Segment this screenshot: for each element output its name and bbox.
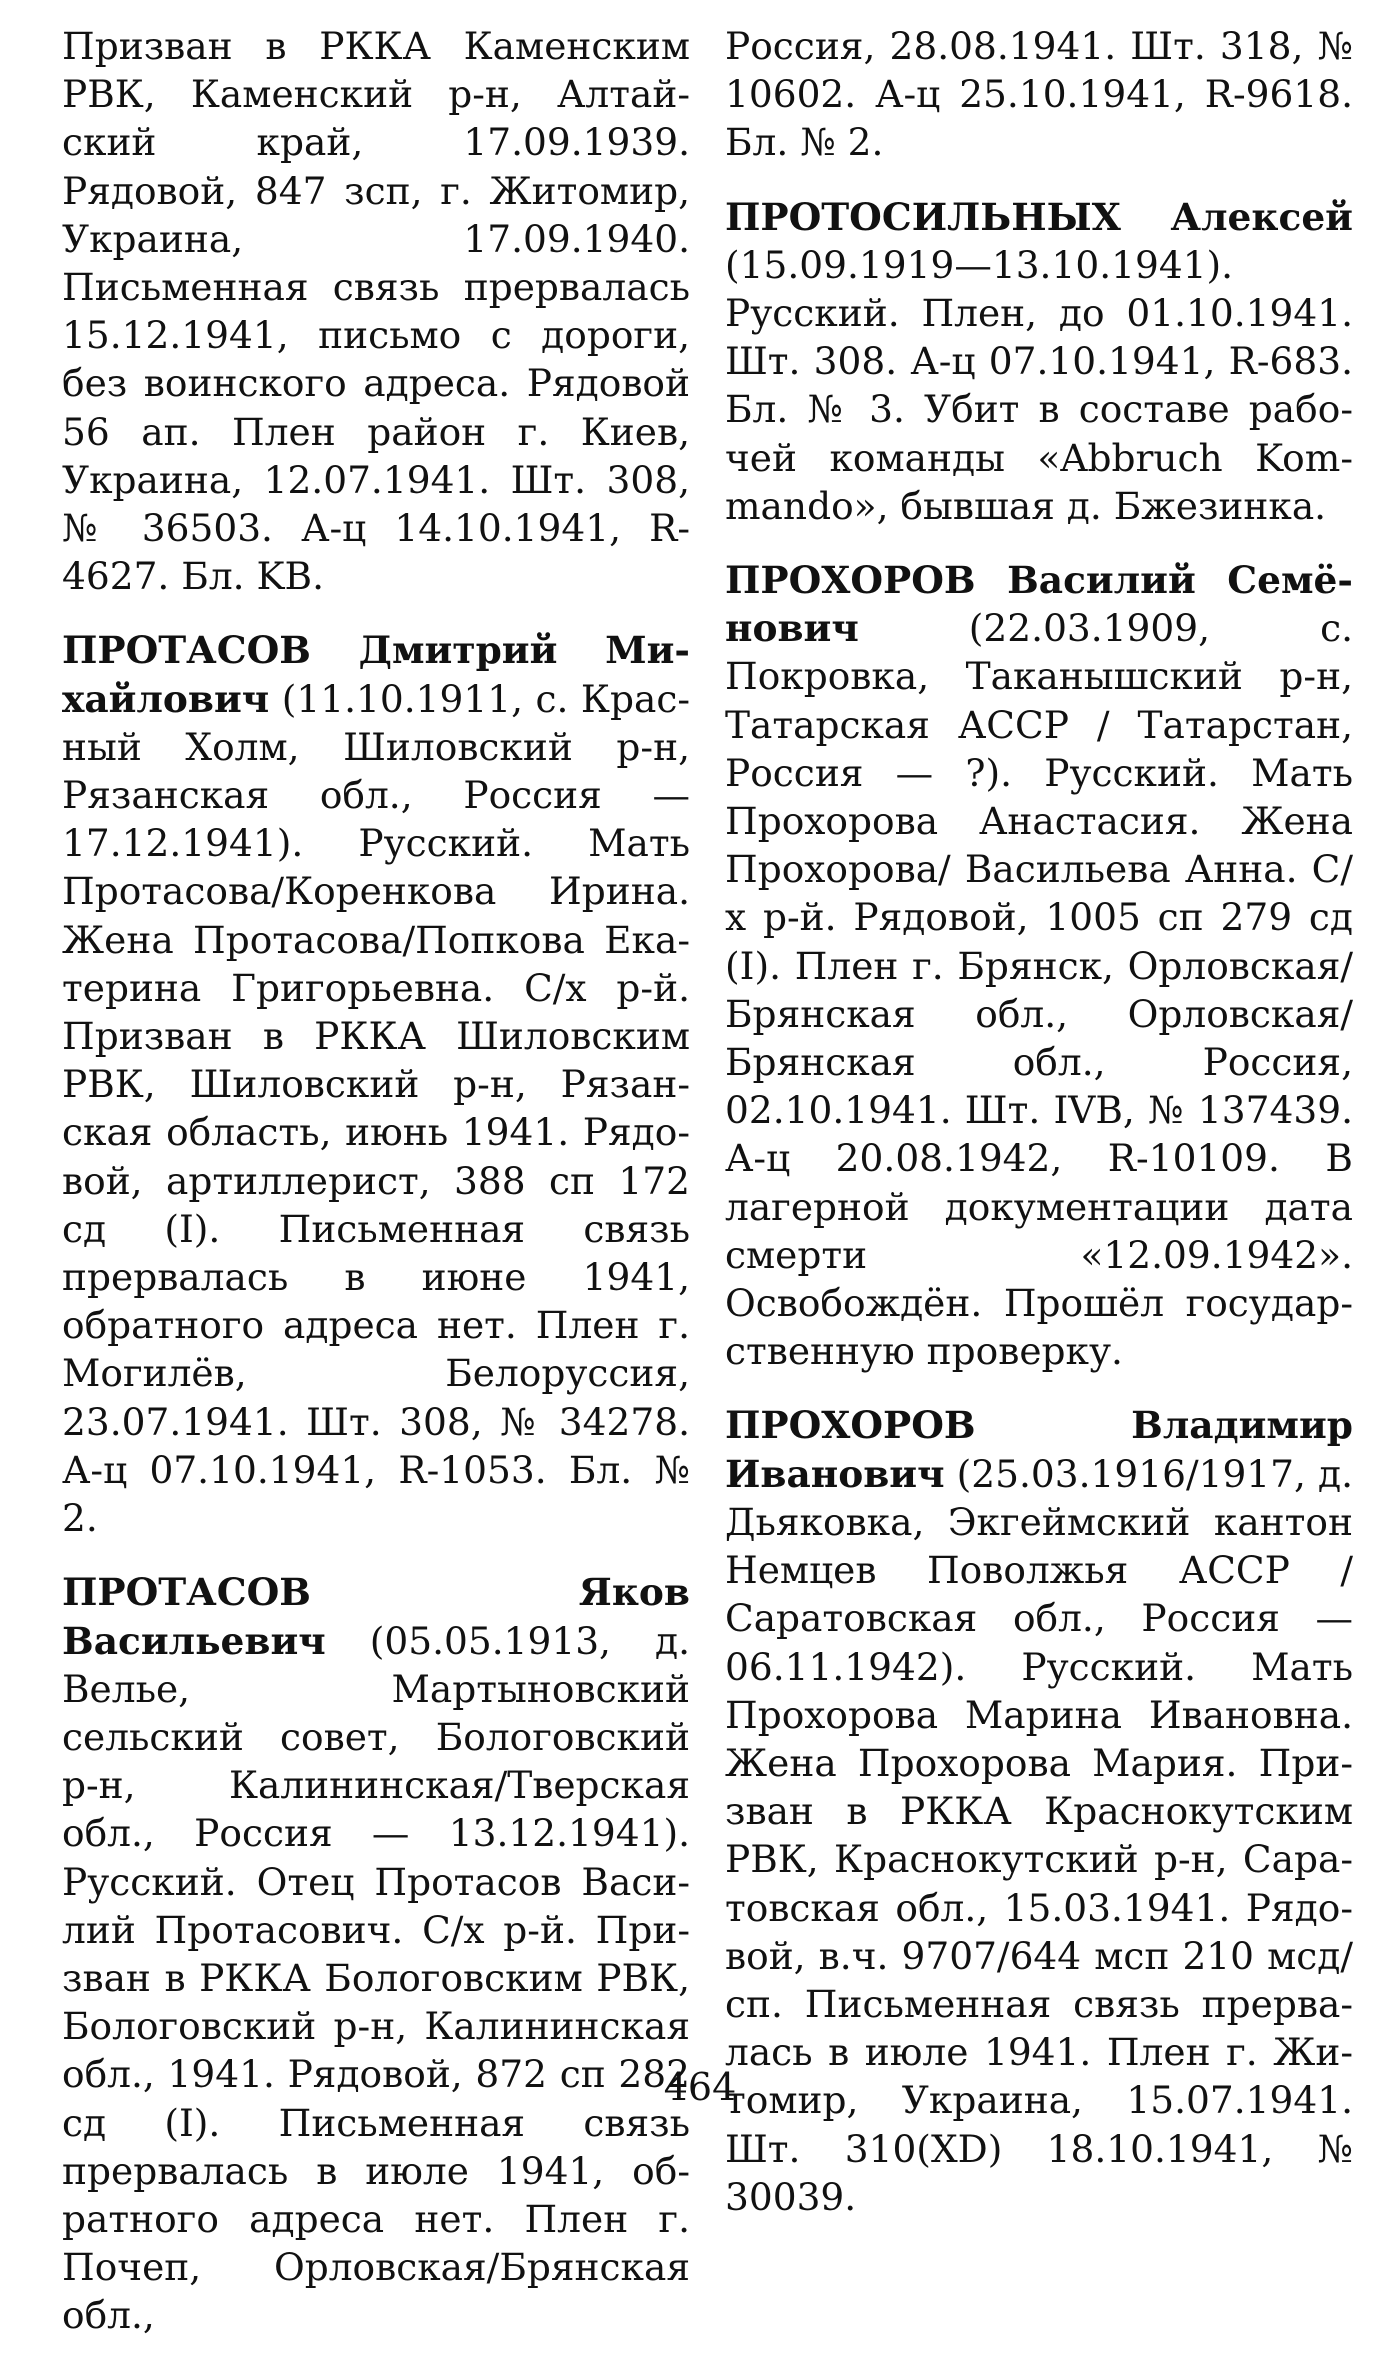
entry-text: (15.09.1919—13.10.1941). Русский. Плен, до 01.10.1941. Шт. 308. А-ц 07.10.1941, R-683. Бл. № 3. Убит в составе рабочей команды «Abbruch Kommando», бывшая д. Бжезинка. <box>725 242 1353 528</box>
entry-protasov-yakov <box>62 1568 690 2339</box>
entry-text: Призван в РККА Каменским РВК, Каменский р-н, Алтайский край, 17.09.1939. Рядовой, 847 зсп, г. Житомир, Украина, 17.09.1940. Письменная связь прервалась 15.12.1941, письмо с дороги, без воинского адреса. Рядовой 56 ап. Плен район г. Киев, Украина, 12.07.1941. Шт. 308, № 36503. А-ц 14.10.1941, R-4627. Бл. KB. <box>62 24 690 599</box>
page-number: 464 <box>663 2065 737 2109</box>
entry-protasov-dmitriy <box>62 626 690 1542</box>
entry-protosilnykh-aleksey <box>725 193 1353 530</box>
entry-name: ПРОХОРОВ Василий Семёнович <box>725 558 1353 651</box>
entry-name: ПРОХОРОВ Владимир Иванович <box>725 1403 1353 1496</box>
entry-text: (25.03.1916/1917, д. Дьяковка, Экгеймский кантон Немцев Поволжья АССР / Саратовская обл., Россия — 06.11.1942). Русский. Мать Прохорова Марина Ивановна. Жена Прохорова Мария. Призван в РККА Краснокутским РВК, Краснокутский р-н, Саратовская обл., 15.03.1941. Рядовой, в.ч. 9707/644 мсп 210 мсд/ сп. Письменная связь прервалась в июле 1941. Плен г. Житомир, Украина, 15.07.1941. Шт. 310(XD) 18.10.1941, № 30039. <box>725 1451 1353 2219</box>
right-column <box>725 22 1353 2247</box>
entry-prokhorov-vasiliy <box>725 556 1353 1375</box>
entry-text: (11.10.1911, с. Красный Холм, Шиловский р-н, Рязанская обл., Россия — 17.12.1941). Русский. Мать Протасова/Коренкова Ирина. Жена Протасова/Попкова Екатерина Григорьевна. С/х р-й. Призван в РККА Шиловским РВК, Шиловский р-н, Рязанская область, июнь 1941. Рядовой, артиллерист, 388 сп 172 сд (I). Письменная связь прервалась в июне 1941, обратного адреса нет. Плен г. Могилёв, Белоруссия, 23.07.1941. Шт. 308, № 34278. А-ц 07.10.1941, R-1053. Бл. № 2. <box>62 676 690 1541</box>
entry-continuation-left <box>62 22 690 600</box>
entry-text: (05.05.1913, д. Велье, Мартыновский сельский совет, Бологовский р-н, Калининская/Тверская обл., Россия — 13.12.1941). Русский. Отец Протасов Василий Протасович. С/х р-й. Призван в РККА Бологовским РВК, Бологовский р-н, Калининская обл., 1941. Рядовой, 872 сп 282 сд (I). Письменная связь прервалась в июле 1941, обратного адреса нет. Плен г. Почеп, Орловская/Брянская обл., <box>62 1618 690 2338</box>
entry-text: (22.03.1909, с. Покровка, Таканышский р-н, Татарская АССР / Татарстан, Россия — ?). Русский. Мать Прохорова Анастасия. Жена Прохорова/ Васильева Анна. С/х р-й. Рядовой, 1005 сп 279 сд (I). Плен г. Брянск, Орловская/Брянская обл., Орловская/Брянская обл., Россия, 02.10.1941. Шт. IVB, № 137439. А-ц 20.08.1942, R-10109. В лагерной документации дата смерти «12.09.1942». Освобождён. Прошёл государственную проверку. <box>725 606 1353 1374</box>
entry-name: ПРОТАСОВ Дмитрий Михайлович <box>62 628 690 721</box>
entry-text: Россия, 28.08.1941. Шт. 318, № 10602. А-ц 25.10.1941, R-9618. Бл. № 2. <box>725 24 1353 165</box>
left-column <box>62 22 690 2366</box>
entry-continuation-right <box>725 22 1353 167</box>
entry-name: ПРОТОСИЛЬНЫХ Алексей <box>725 194 1353 239</box>
entry-name: ПРОТАСОВ Яков Васильевич <box>62 1570 690 1663</box>
